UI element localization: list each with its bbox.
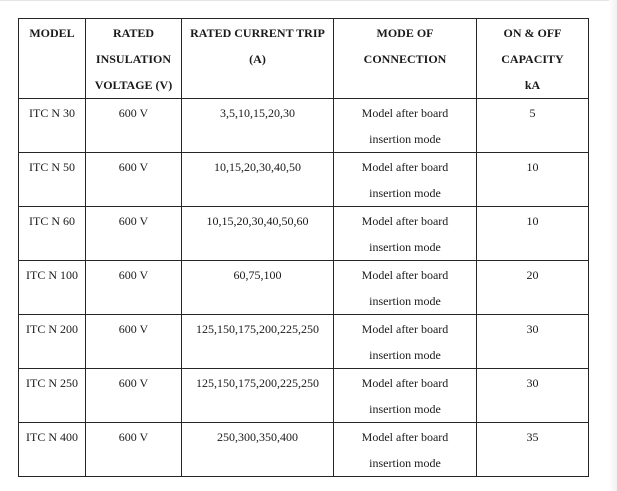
cell-mode-line-2: insertion mode [369,294,441,308]
cell-current: 60,75,100 [182,261,334,315]
cell-mode [334,99,477,153]
cell-mode [334,423,477,477]
table-row [19,153,589,207]
cell-capacity: 20 [477,261,589,315]
header-current-line-2: (A) [249,52,266,66]
header-model [19,19,86,99]
header-connection-mode [334,19,477,99]
cell-mode [334,153,477,207]
table-header [19,19,589,99]
cell-mode-line-1: Model after board [361,160,449,174]
header-current-line-1: RATED CURRENT TRIP [190,26,325,40]
cell-mode-line-1: Model after board [361,214,449,228]
cell-model: ITC N 60 [19,207,86,261]
cell-capacity: 5 [477,99,589,153]
cell-current: 10,15,20,30,40,50,60 [182,207,334,261]
scroll-edge-shadow [609,0,617,491]
table-row [19,207,589,261]
cell-voltage: 600 V [86,207,182,261]
breaker-spec-table [18,18,589,477]
table-row [19,423,589,477]
cell-current: 10,15,20,30,40,50 [182,153,334,207]
cell-mode [334,315,477,369]
cell-voltage: 600 V [86,423,182,477]
cell-capacity: 10 [477,153,589,207]
header-rated-voltage [86,19,182,99]
cell-model: ITC N 30 [19,99,86,153]
cell-current: 125,150,175,200,225,250 [182,315,334,369]
cell-mode [334,207,477,261]
cell-voltage: 600 V [86,315,182,369]
cell-mode [334,369,477,423]
table-row [19,261,589,315]
header-model-line: MODEL [29,26,75,40]
cell-mode-line-1: Model after board [361,376,449,390]
cell-current: 3,5,10,15,20,30 [182,99,334,153]
cell-mode-line-1: Model after board [361,322,449,336]
cell-mode-line-1: Model after board [361,430,449,444]
table-row [19,99,589,153]
cell-model: ITC N 400 [19,423,86,477]
header-voltage-line-2: INSULATION [95,52,172,66]
cell-capacity: 30 [477,369,589,423]
header-row [19,19,589,99]
header-capacity-line-3: kA [524,78,541,92]
cell-capacity: 10 [477,207,589,261]
cell-voltage: 600 V [86,261,182,315]
cell-mode-line-2: insertion mode [369,240,441,254]
cell-voltage: 600 V [86,153,182,207]
table-row [19,315,589,369]
cell-current: 250,300,350,400 [182,423,334,477]
header-rated-current [182,19,334,99]
cell-mode-line-1: Model after board [361,268,449,282]
cell-capacity: 30 [477,315,589,369]
cell-model: ITC N 100 [19,261,86,315]
cell-model: ITC N 250 [19,369,86,423]
cell-mode-line-1: Model after board [361,106,449,120]
cell-capacity: 35 [477,423,589,477]
cell-mode-line-2: insertion mode [369,456,441,470]
cell-mode-line-2: insertion mode [369,402,441,416]
header-mode-line-2: CONNECTION [363,52,447,66]
header-capacity [477,19,589,99]
cell-mode [334,261,477,315]
table-row [19,369,589,423]
header-capacity-line-1: ON & OFF [503,26,562,40]
table-body [19,99,589,477]
top-divider [0,0,617,1]
header-voltage-line-3: VOLTAGE (V) [94,78,173,92]
header-capacity-line-2: CAPACITY [501,52,564,66]
header-mode-line-1: MODE OF [376,26,434,40]
cell-voltage: 600 V [86,369,182,423]
cell-mode-line-2: insertion mode [369,132,441,146]
cell-model: ITC N 200 [19,315,86,369]
cell-voltage: 600 V [86,99,182,153]
header-voltage-line-1: RATED [112,26,155,40]
cell-current: 125,150,175,200,225,250 [182,369,334,423]
cell-mode-line-2: insertion mode [369,348,441,362]
cell-mode-line-2: insertion mode [369,186,441,200]
cell-model: ITC N 50 [19,153,86,207]
